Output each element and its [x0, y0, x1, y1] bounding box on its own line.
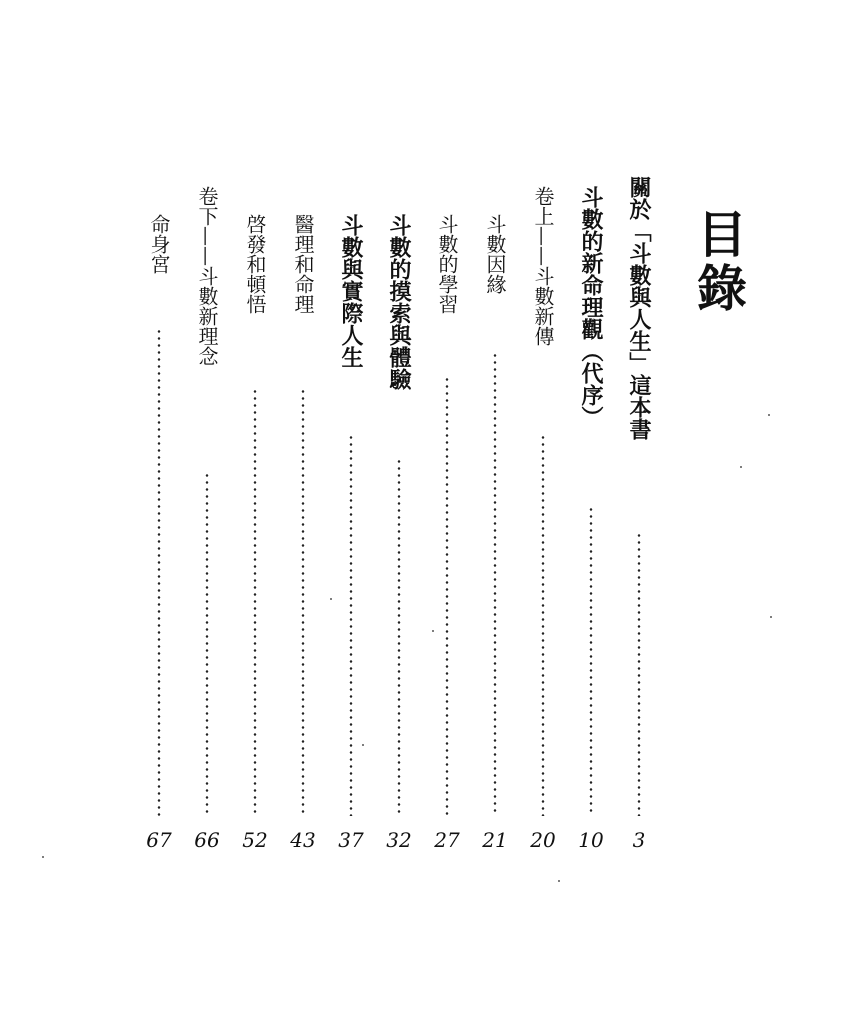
scan-speck: [740, 466, 742, 468]
toc-entry-page: 52: [242, 828, 268, 852]
toc-entry-page: 21: [482, 828, 508, 852]
toc-entry[interactable]: [382, 176, 416, 852]
dot-leader: [253, 388, 257, 816]
toc-entry[interactable]: [190, 176, 224, 852]
dot-leader: [637, 532, 641, 816]
toc-entry-page: 43: [290, 828, 316, 852]
dot-leader: [301, 388, 305, 816]
toc-heading: 目錄: [689, 208, 748, 316]
toc-entry[interactable]: [622, 176, 656, 852]
toc-entry[interactable]: [574, 176, 608, 852]
scan-speck: [362, 744, 364, 746]
dot-leader: [493, 352, 497, 816]
scan-speck: [432, 630, 434, 632]
toc-entry[interactable]: [286, 176, 320, 852]
toc-entry-page: 32: [386, 828, 412, 852]
toc-entry-page: 37: [338, 828, 364, 852]
scan-speck: [558, 880, 560, 882]
dot-leader: [445, 376, 449, 816]
toc-entry-title: 啓發和頓悟: [243, 214, 267, 314]
toc-entry-title: 斗數的摸索與體驗: [386, 214, 412, 390]
toc-entry-title: 斗數因緣: [483, 214, 507, 294]
scan-speck: [770, 616, 772, 618]
toc-entry-title: 斗數與實際人生: [338, 214, 364, 368]
toc-entry[interactable]: [430, 176, 464, 852]
toc-entry-title: 卷下——斗數新理念: [195, 186, 219, 366]
dot-leader: [157, 328, 161, 816]
toc-entry[interactable]: [526, 176, 560, 852]
scan-speck: [330, 598, 332, 600]
toc-entry-title: 斗數的新命理觀（代序）: [578, 186, 604, 428]
dot-leader: [349, 434, 353, 816]
toc-entry[interactable]: [238, 176, 272, 852]
toc-entry-title: 斗數的學習: [435, 214, 459, 314]
toc-entry-page: 66: [194, 828, 220, 852]
toc-entry-page: 20: [530, 828, 556, 852]
toc-entry-title: 醫理和命理: [291, 214, 315, 314]
toc-entry-title: 關於「斗數與人生」這本書: [626, 176, 652, 440]
scan-speck: [768, 414, 770, 416]
toc-entry-title: 卷上——斗數新傳: [531, 186, 555, 346]
dot-leader: [397, 458, 401, 816]
scan-speck: [42, 856, 44, 858]
toc-list: [140, 176, 660, 876]
toc-entry[interactable]: [142, 176, 176, 852]
dot-leader: [205, 472, 209, 816]
toc-entry-page: 10: [578, 828, 604, 852]
dot-leader: [541, 434, 545, 816]
toc-entry-page: 3: [632, 828, 646, 852]
toc-entry-page: 27: [434, 828, 460, 852]
toc-entry[interactable]: [478, 176, 512, 852]
toc-entry-page: 67: [146, 828, 172, 852]
toc-entry-title: 命身宮: [147, 214, 171, 274]
dot-leader: [589, 506, 593, 816]
